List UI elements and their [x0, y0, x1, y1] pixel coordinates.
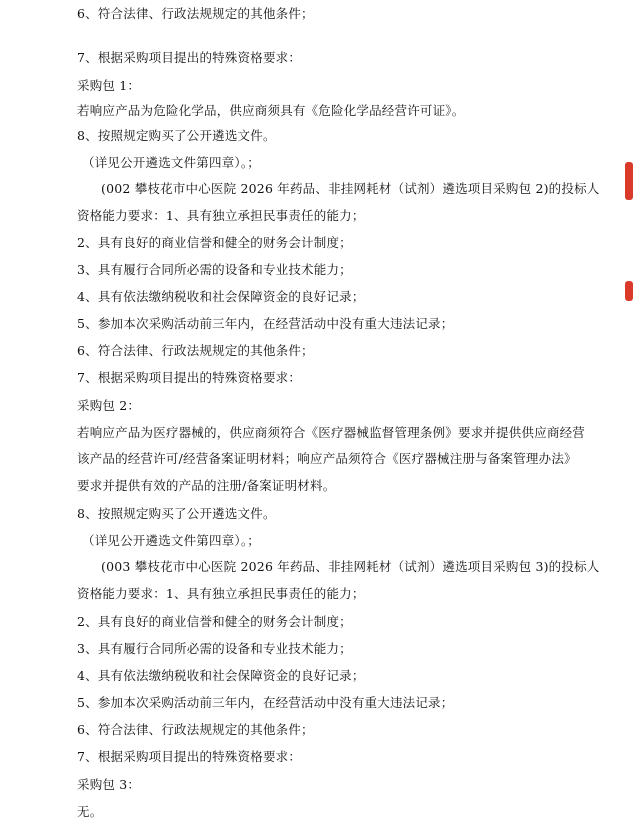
text-line: （详见公开遴选文件第四章）。； — [82, 155, 261, 170]
text-line: 6、符合法律、行政法规规定的其他条件； — [77, 722, 314, 737]
text-line: 4、具有依法缴纳税收和社会保障资金的良好记录； — [77, 289, 365, 304]
text-line: 该产品的经营许可/经营备案证明材料；响应产品须符合《医疗器械注册与备案管理办法》 — [77, 451, 577, 466]
text-line: 8、按照规定购买了公开遴选文件。 — [77, 128, 276, 143]
text-line: 4、具有依法缴纳税收和社会保障资金的良好记录； — [77, 668, 365, 683]
text-line: 若响应产品为医疗器械的，供应商须符合《医疗器械监督管理条例》要求并提供供应商经营 — [77, 425, 586, 440]
margin-stamp-mark — [625, 162, 633, 200]
text-line: 5、参加本次采购活动前三年内，在经营活动中没有重大违法记录； — [77, 695, 454, 710]
paragraph-first-line: (002 攀枝花市中心医院 2026 年药品、非挂网耗材（试剂）遴选项目采购包 2)的投标人 — [101, 181, 600, 196]
paragraph-first-line: (003 攀枝花市中心医院 2026 年药品、非挂网耗材（试剂）遴选项目采购包 3)的投标人 — [101, 559, 600, 574]
text-line: 采购包 1： — [77, 78, 141, 93]
text-line: 8、按照规定购买了公开遴选文件。 — [77, 506, 276, 521]
text-line: 资格能力要求：1、具有独立承担民事责任的能力； — [77, 586, 365, 601]
text-line: 3、具有履行合同所必需的设备和专业技术能力； — [77, 262, 352, 277]
text-line: 5、参加本次采购活动前三年内，在经营活动中没有重大违法记录； — [77, 316, 454, 331]
text-line: 7、根据采购项目提出的特殊资格要求： — [77, 370, 302, 385]
text-line: 6、符合法律、行政法规规定的其他条件； — [77, 6, 314, 21]
text-line: 若响应产品为危险化学品，供应商须具有《危险化学品经营许可证》。 — [77, 103, 465, 118]
text-line: 要求并提供有效的产品的注册/备案证明材料。 — [77, 478, 336, 493]
text-line: 6、符合法律、行政法规规定的其他条件； — [77, 343, 314, 358]
text-line: 无。 — [77, 804, 103, 819]
text-line: 采购包 3： — [77, 777, 141, 792]
text-line: 资格能力要求：1、具有独立承担民事责任的能力； — [77, 208, 365, 223]
text-line: （详见公开遴选文件第四章）。； — [82, 533, 261, 548]
text-line: 7、根据采购项目提出的特殊资格要求： — [77, 50, 302, 65]
text-line: 2、具有良好的商业信誉和健全的财务会计制度； — [77, 235, 352, 250]
text-line: 7、根据采购项目提出的特殊资格要求： — [77, 749, 302, 764]
text-line: 采购包 2： — [77, 398, 141, 413]
text-line: 3、具有履行合同所必需的设备和专业技术能力； — [77, 641, 352, 656]
text-line: 2、具有良好的商业信誉和健全的财务会计制度； — [77, 614, 352, 629]
margin-stamp-mark — [625, 281, 633, 301]
